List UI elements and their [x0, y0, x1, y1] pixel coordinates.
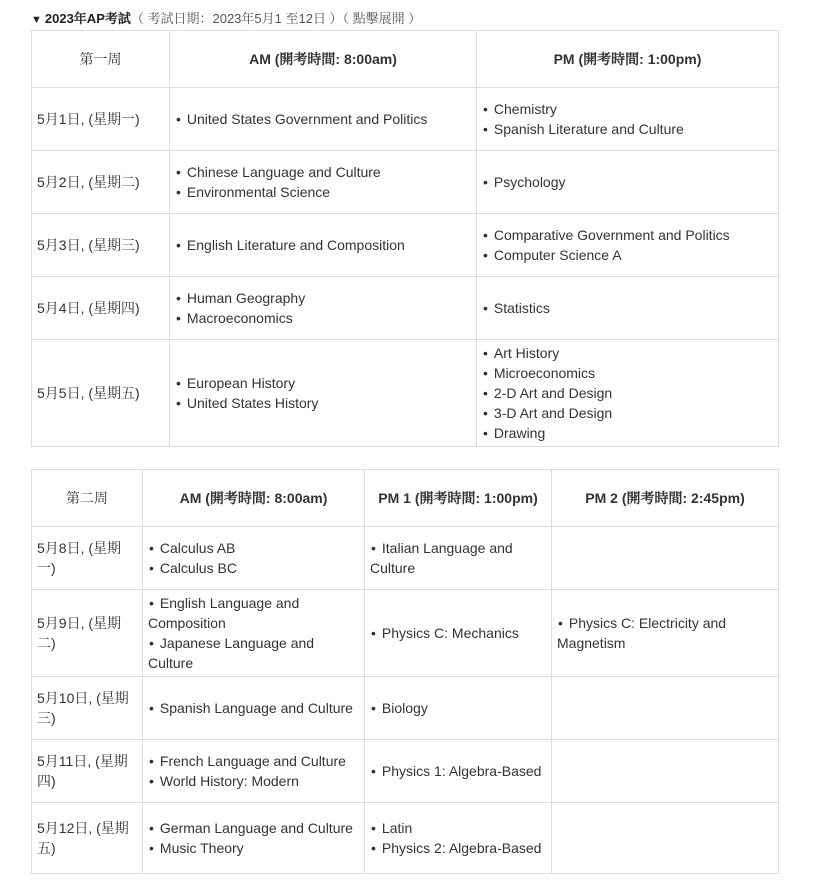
week2-schedule-table: [31, 469, 779, 874]
week1-header-row: [32, 31, 779, 88]
exam-subject: • European History: [175, 373, 472, 393]
exam-cell-pm: [477, 214, 779, 277]
exam-subject: • 2-D Art and Design: [482, 383, 774, 403]
exam-cell-pm1: [365, 590, 552, 677]
exam-subject: • Comparative Government and Politics: [482, 225, 774, 245]
table-row: [32, 590, 779, 677]
exam-cell-pm: [477, 340, 779, 447]
exam-subject: • Chemistry: [482, 99, 774, 119]
exam-cell-am: [170, 277, 477, 340]
exam-cell-pm2: [552, 527, 779, 590]
expand-triangle-icon: ▼: [31, 14, 42, 26]
exam-cell-pm1: [365, 740, 552, 803]
exam-subject: • Spanish Literature and Culture: [482, 119, 774, 139]
table-row: [32, 677, 779, 740]
week2-header-week: 第二周: [32, 470, 143, 527]
exam-subject: • Biology: [370, 698, 547, 718]
exam-date: 5月3日, (星期三): [32, 214, 170, 277]
title-note: （ 考試日期：2023年5月1 至12日 ）（ 點擊展開 ）: [130, 11, 422, 26]
exam-subject: • Psychology: [482, 172, 774, 192]
exam-subject: • Environmental Science: [175, 182, 472, 202]
exam-subject: • Calculus AB: [148, 538, 360, 558]
exam-subject: • Italian Language and Culture: [370, 538, 547, 578]
exam-date: 5月4日, (星期四): [32, 277, 170, 340]
exam-subject: • French Language and Culture: [148, 751, 360, 771]
exam-cell-am: [170, 151, 477, 214]
exam-subject: • Computer Science A: [482, 245, 774, 265]
exam-subject: • Art History: [482, 343, 774, 363]
exam-subject: • Physics 2: Algebra-Based: [370, 838, 547, 858]
week1-header-am: AM (開考時間: 8:00am): [170, 31, 477, 88]
exam-cell-am: [170, 340, 477, 447]
exam-cell-am: [143, 590, 365, 677]
exam-cell-am: [170, 214, 477, 277]
exam-subject: • Latin: [370, 818, 547, 838]
exam-subject: • Physics C: Electricity and Magnetism: [557, 613, 774, 653]
week1-schedule-table: [31, 30, 779, 447]
exam-date: 5月10日, (星期三): [32, 677, 143, 740]
exam-cell-am: [143, 527, 365, 590]
exam-date: 5月8日, (星期一): [32, 527, 143, 590]
exam-cell-pm: [477, 277, 779, 340]
exam-date: 5月11日, (星期四): [32, 740, 143, 803]
exam-subject: • World History: Modern: [148, 771, 360, 791]
table-row: [32, 214, 779, 277]
exam-cell-am: [143, 740, 365, 803]
exam-subject: • Japanese Language and Culture: [148, 633, 360, 673]
exam-subject: • German Language and Culture: [148, 818, 360, 838]
exam-subject: • Drawing: [482, 423, 774, 443]
exam-subject: • United States History: [175, 393, 472, 413]
exam-subject: • Music Theory: [148, 838, 360, 858]
exam-subject: • Spanish Language and Culture: [148, 698, 360, 718]
week1-header-pm: PM (開考時間: 1:00pm): [477, 31, 779, 88]
table-row: [32, 527, 779, 590]
exam-subject: • Physics 1: Algebra-Based: [370, 761, 547, 781]
exam-cell-am: [143, 803, 365, 874]
exam-cell-am: [170, 88, 477, 151]
week1-header-week: 第一周: [32, 31, 170, 88]
week2-header-am: AM (開考時間: 8:00am): [143, 470, 365, 527]
exam-subject: • Statistics: [482, 298, 774, 318]
exam-subject: • Chinese Language and Culture: [175, 162, 472, 182]
exam-cell-pm1: [365, 803, 552, 874]
table-row: [32, 88, 779, 151]
exam-cell-pm2: [552, 590, 779, 677]
exam-subject: • English Language and Composition: [148, 593, 360, 633]
title-main: 2023年AP考試: [44, 11, 131, 26]
table-row: [32, 803, 779, 874]
exam-cell-pm2: [552, 803, 779, 874]
schedule-toggle-title[interactable]: [31, 9, 421, 29]
exam-date: 5月2日, (星期二): [32, 151, 170, 214]
table-row: [32, 340, 779, 447]
table-row: [32, 740, 779, 803]
exam-subject: • English Literature and Composition: [175, 235, 472, 255]
exam-cell-pm1: [365, 677, 552, 740]
exam-date: 5月1日, (星期一): [32, 88, 170, 151]
table-row: [32, 151, 779, 214]
week2-header-row: [32, 470, 779, 527]
exam-cell-pm: [477, 88, 779, 151]
exam-subject: • Macroeconomics: [175, 308, 472, 328]
exam-subject: • Microeconomics: [482, 363, 774, 383]
exam-date: 5月5日, (星期五): [32, 340, 170, 447]
exam-subject: • Physics C: Mechanics: [370, 623, 547, 643]
exam-cell-am: [143, 677, 365, 740]
exam-cell-pm: [477, 151, 779, 214]
exam-cell-pm2: [552, 677, 779, 740]
week2-header-pm2: PM 2 (開考時間: 2:45pm): [552, 470, 779, 527]
exam-date: 5月12日, (星期五): [32, 803, 143, 874]
table-row: [32, 277, 779, 340]
exam-cell-pm1: [365, 527, 552, 590]
exam-date: 5月9日, (星期二): [32, 590, 143, 677]
week2-header-pm1: PM 1 (開考時間: 1:00pm): [365, 470, 552, 527]
exam-subject: • 3-D Art and Design: [482, 403, 774, 423]
exam-cell-pm2: [552, 740, 779, 803]
exam-subject: • Calculus BC: [148, 558, 360, 578]
exam-subject: • United States Government and Politics: [175, 109, 472, 129]
exam-subject: • Human Geography: [175, 288, 472, 308]
